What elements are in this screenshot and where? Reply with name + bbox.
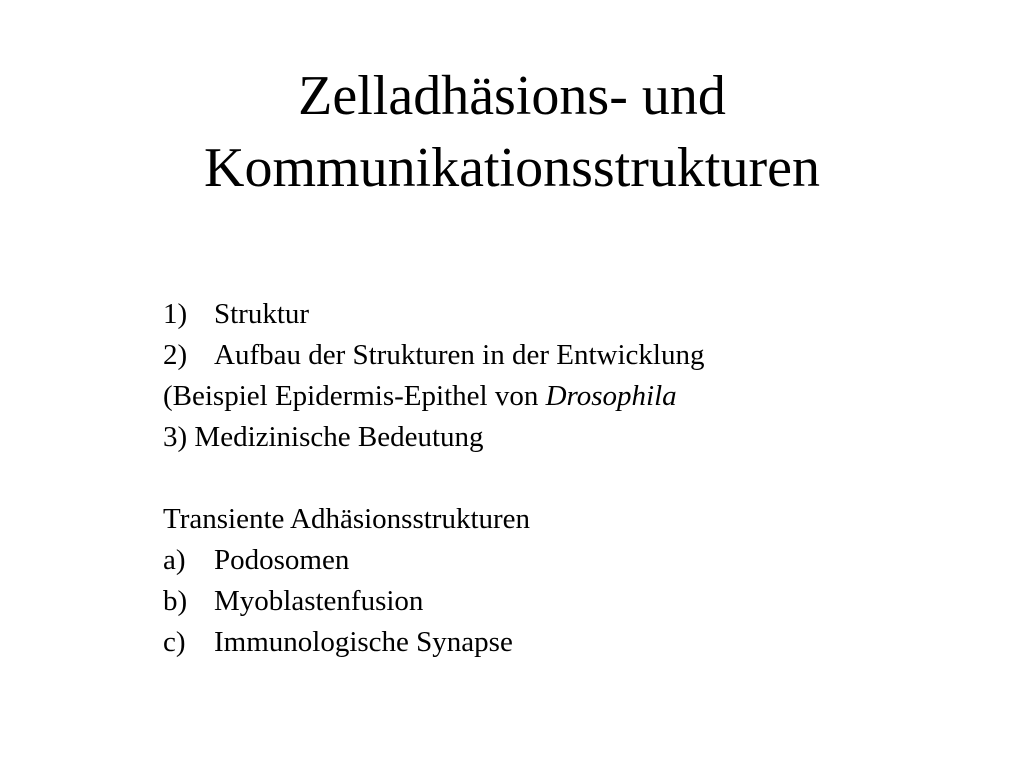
example-line	[163, 376, 704, 417]
transient-text-a: Podosomen	[214, 544, 350, 576]
topic-text-2: Aufbau der Strukturen in der Entwicklung	[214, 339, 705, 371]
transient-marker-c: c)	[163, 626, 186, 658]
topic-marker-2: 2)	[163, 339, 188, 371]
transient-item-a	[163, 540, 704, 581]
spacer	[163, 458, 704, 499]
topic-item-2	[163, 335, 704, 376]
slide-body	[163, 294, 704, 663]
topic-item-3: 3) Medizinische Bedeutung	[163, 421, 484, 453]
transient-marker-b: b)	[163, 585, 188, 617]
topic-text-1: Struktur	[214, 298, 310, 330]
transient-item-b	[163, 581, 704, 622]
title-line-2: Kommunikationsstrukturen	[204, 137, 820, 199]
transient-text-b: Myoblastenfusion	[214, 585, 424, 617]
example-prefix: (Beispiel Epidermis-Epithel von	[163, 380, 546, 412]
transient-marker-a: a)	[163, 544, 186, 576]
slide-title	[0, 60, 1024, 204]
transient-item-c	[163, 622, 704, 663]
title-line-1: Zelladhäsions- und	[298, 65, 726, 127]
transient-heading: Transiente Adhäsionsstrukturen	[163, 503, 531, 535]
topic-marker-1: 1)	[163, 298, 188, 330]
topic-item-1	[163, 294, 704, 335]
example-species: Drosophila	[545, 380, 677, 412]
transient-text-c: Immunologische Synapse	[214, 626, 513, 658]
